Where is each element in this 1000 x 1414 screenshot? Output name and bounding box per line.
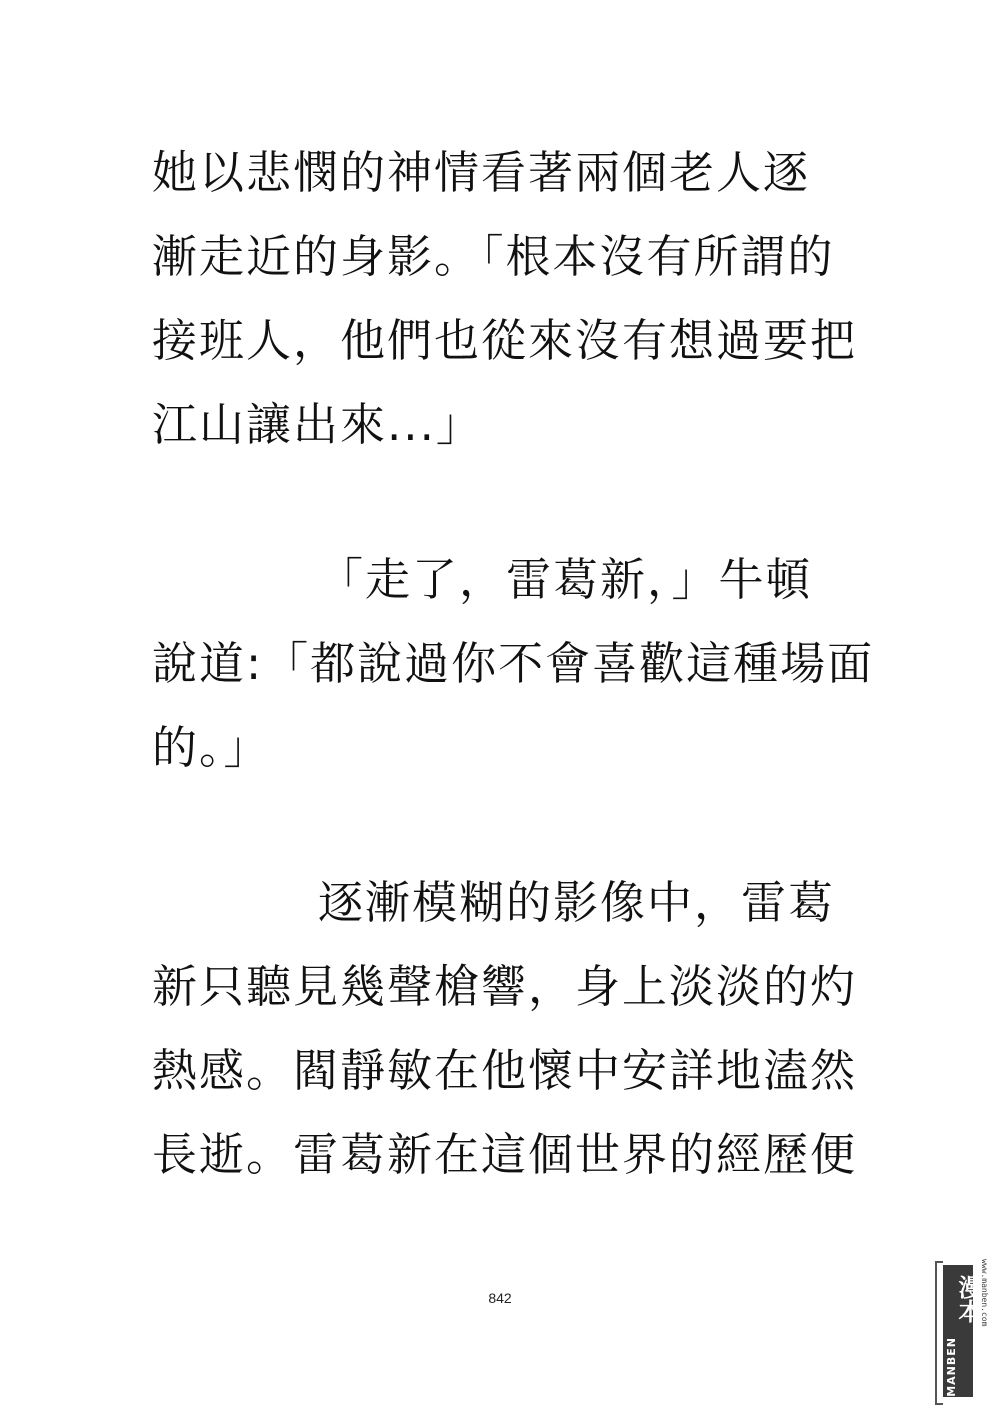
page-number: 842: [488, 1290, 512, 1306]
body-text: [152, 131, 875, 1197]
text-line: 的。」: [152, 721, 271, 774]
text-line: 江山讓出來...」: [152, 398, 483, 451]
watermark-bracket: [935, 1261, 943, 1405]
text-line: 逐漸模糊的影像中，雷葛: [318, 876, 836, 929]
text-line: 接班人，他們也從來沒有想過要把: [152, 314, 858, 367]
text-line: 新只聽見幾聲槍響，身上淡淡的灼: [152, 960, 858, 1013]
paragraph-gap: [152, 467, 872, 538]
text-line: 熱感。閻靜敏在他懷中安詳地溘然: [152, 1044, 858, 1097]
text-line: 長逝。雷葛新在這個世界的經歷便: [152, 1128, 858, 1181]
paragraph-gap: [152, 790, 872, 861]
watermark-logo: [935, 1255, 993, 1405]
text-line: 她以悲憫的神情看著兩個老人逐: [152, 146, 811, 199]
text-line: 「走了，雷葛新，」牛頓: [318, 553, 813, 606]
text-line: 漸走近的身影。「根本沒有所謂的: [152, 230, 835, 283]
watermark-brand-en: MANBEN: [945, 1337, 958, 1397]
watermark-url: www.manben.com: [980, 1259, 989, 1327]
watermark-brand-cn: 漫本: [954, 1275, 982, 1323]
text-line: 說道:「都說過你不會喜歡這種場面: [152, 637, 875, 690]
